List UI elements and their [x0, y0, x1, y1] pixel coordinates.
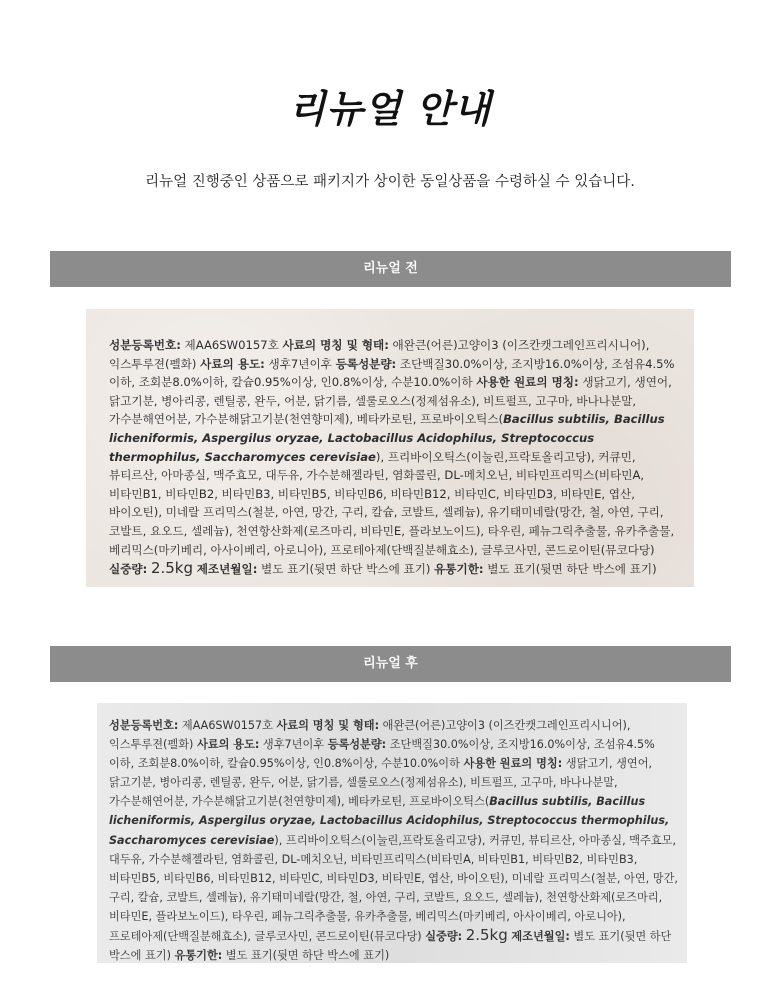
usage: 생후7년이후 — [268, 356, 332, 371]
name-label: 사료의 명칭 및 형태: — [282, 338, 389, 352]
mfg-label: 제조년월일: — [511, 930, 570, 944]
name-label: 사료의 명칭 및 형태: — [276, 719, 380, 732]
usage-label: 사료의 용도: — [196, 738, 260, 752]
ingredients-latin: Bacillus subtilis, Bacillus licheniformis, Aspergilus oryzae, Lactobacillus Acidophilus, Streptococcus thermophilus, Saccharomyces cerevisiae — [109, 412, 665, 464]
section-header-after: 리뉴얼 후 — [50, 646, 731, 682]
expiry-label: 유통기한: — [174, 949, 223, 963]
renewal-notice: 리뉴얼 진행중인 상품으로 패키지가 상이한 동일상품을 수령하실 수 있습니다. — [145, 174, 635, 190]
ingredients-part-2: ), 프리바이오틱스(이눌린,프락토올리고당), 커큐민, 뷰티르산, 아마종실, 맥주효모, 대두유, 가수분해젤라틴, 염화콜린, DL-메치오닌, 비타민프리믹스(비타민A, 비타민B1, 비타민B2, 비타민B3, 비타민B5, 비타민B6, 비타민B12, 비타민C, 비타민D3, 비타민E, 엽산, 바이오틴), 미네랄 프리믹스(철분, 아연, 망간, 구리, 칼슘, 코발트, 셀레늄), 유기태미네랄(망간, 철, 아연, 구리, 코발트, 요오드, 셀레늄), 천연항산화제(로즈마리, 비타민E, 플라보노이드), 타우린, 페뉴그릭추출물, 유카추출물, 베리믹스(마키베리, 아사이베리, 아로니아), 프로테아제(단백질분해효소), 글루코사민, 콘드로이틴(뮤코다당) — [109, 449, 675, 557]
reg-no: 제AA6SW0157호 — [181, 719, 273, 732]
reg-no: 제AA6SW0157호 — [184, 338, 279, 352]
product-name: 애완큰(어른)고양이3 (이즈칸캣그레인프리시니어), 익스투루젼(펠화) — [109, 719, 631, 752]
guarantee-label: 등록성분량: — [335, 356, 397, 371]
expiry: 별도 표기(뒷면 하단 박스에 표기) — [487, 562, 657, 577]
ingredient-label-after — [97, 703, 687, 963]
weight-label: 실중량: — [425, 930, 463, 944]
label-text — [109, 336, 680, 579]
page-title: 리뉴얼 안내 — [288, 87, 492, 131]
ingredients-part-1: 생닭고기, 생연어, 닭고기분, 병아리콩, 렌틸콩, 완두, 어분, 닭기름, 셀룰로오스(정제섬유소), 비트펄프, 고구마, 바나나분말, 가수분해연어분, 가수분해닭고기분(천연향미제), 베타카로틴, 프로바이오틱스( — [109, 757, 653, 809]
weight-label: 실중량: — [109, 562, 148, 577]
weight: 2.5kg — [150, 559, 194, 578]
ingredients-part-2: ), 프리바이오틱스(이눌린,프락토올리고당), 커큐민, 뷰티르산, 아마종실, 맥주효모, 대두유, 가수분해젤라틴, 염화콜린, DL-메치오닌, 비타민프리믹스(비타민A, 비타민B1, 비타민B2, 비타민B3, 비타민B5, 비타민B6, 비타민B12, 비타민C, 비타민D3, 비타민E, 엽산, 바이오틴), 미네랄 프리믹스(철분, 아연, 망간, 구리, 칼슘, 코발트, 셀레늄), 유기태미네랄(망간, 철, 아연, 구리, 코발트, 요오드, 셀레늄), 천연항산화제(로즈마리, 비타민E, 플라보노이드), 타우린, 페뉴그릭추출물, 유카추출물, 베리믹스(마키베리, 아사이베리, 아로니아), 프로테아제(단백질분해효소), 글루코사민, 콘드로이틴(뮤코다당) — [109, 833, 678, 944]
mfg-date: 별도 표기(뒷면 하단 박스에 표기) — [109, 930, 672, 963]
expiry-label: 유통기한: — [434, 562, 484, 577]
ingredients-label: 사용한 원료의 명칭: — [476, 375, 579, 390]
reg-no-label: 성분등록번호: — [109, 719, 179, 732]
ingredients-part-1: 생닭고기, 생연어, 닭고기분, 병아리콩, 렌틸콩, 완두, 어분, 닭기름, 셀룰로오스(정제섬유소), 비트펄프, 고구마, 바나나분말, 가수분해연어분, 가수분해닭고기분(천연향미제), 베타카로틴, 프로바이오틱스( — [109, 375, 672, 427]
section-header-before: 리뉴얼 전 — [50, 251, 731, 287]
label-text — [109, 716, 679, 963]
reg-no-label: 성분등록번호: — [109, 338, 181, 352]
ingredients-latin: Bacillus subtilis, Bacillus licheniformis, Aspergilus oryzae, Lactobacillus Acidophilus, Streptococcus thermophilus, Saccharomyces cerevisiae — [109, 795, 670, 847]
product-name: 애완큰(어른)고양이3 (이즈칸캣그레인프리시니어), 익스투루젼(펠화) — [109, 338, 650, 371]
expiry: 별도 표기(뒷면 하단 박스에 표기) — [225, 949, 390, 963]
guarantee: 조단백질30.0%이상, 조지방16.0%이상, 조섬유4.5%이하, 조회분8.0%이하, 칼슘0.95%이상, 인0.8%이상, 수분10.0%이하 — [109, 738, 655, 771]
mfg-label: 제조년월일: — [196, 562, 258, 577]
ingredients-label: 사용한 원료의 명칭: — [463, 757, 563, 771]
guarantee-label: 등록성분량: — [327, 738, 387, 752]
mfg-date: 별도 표기(뒷면 하단 박스에 표기) — [261, 562, 431, 577]
ingredient-label-before — [86, 309, 694, 587]
guarantee: 조단백질30.0%이상, 조지방16.0%이상, 조섬유4.5%이하, 조회분8.0%이하, 칼슘0.95%이상, 인0.8%이상, 수분10.0%이하 — [109, 356, 675, 390]
usage-label: 사료의 용도: — [200, 356, 265, 371]
usage: 생후7년이후 — [262, 738, 325, 752]
weight: 2.5kg — [465, 926, 508, 945]
